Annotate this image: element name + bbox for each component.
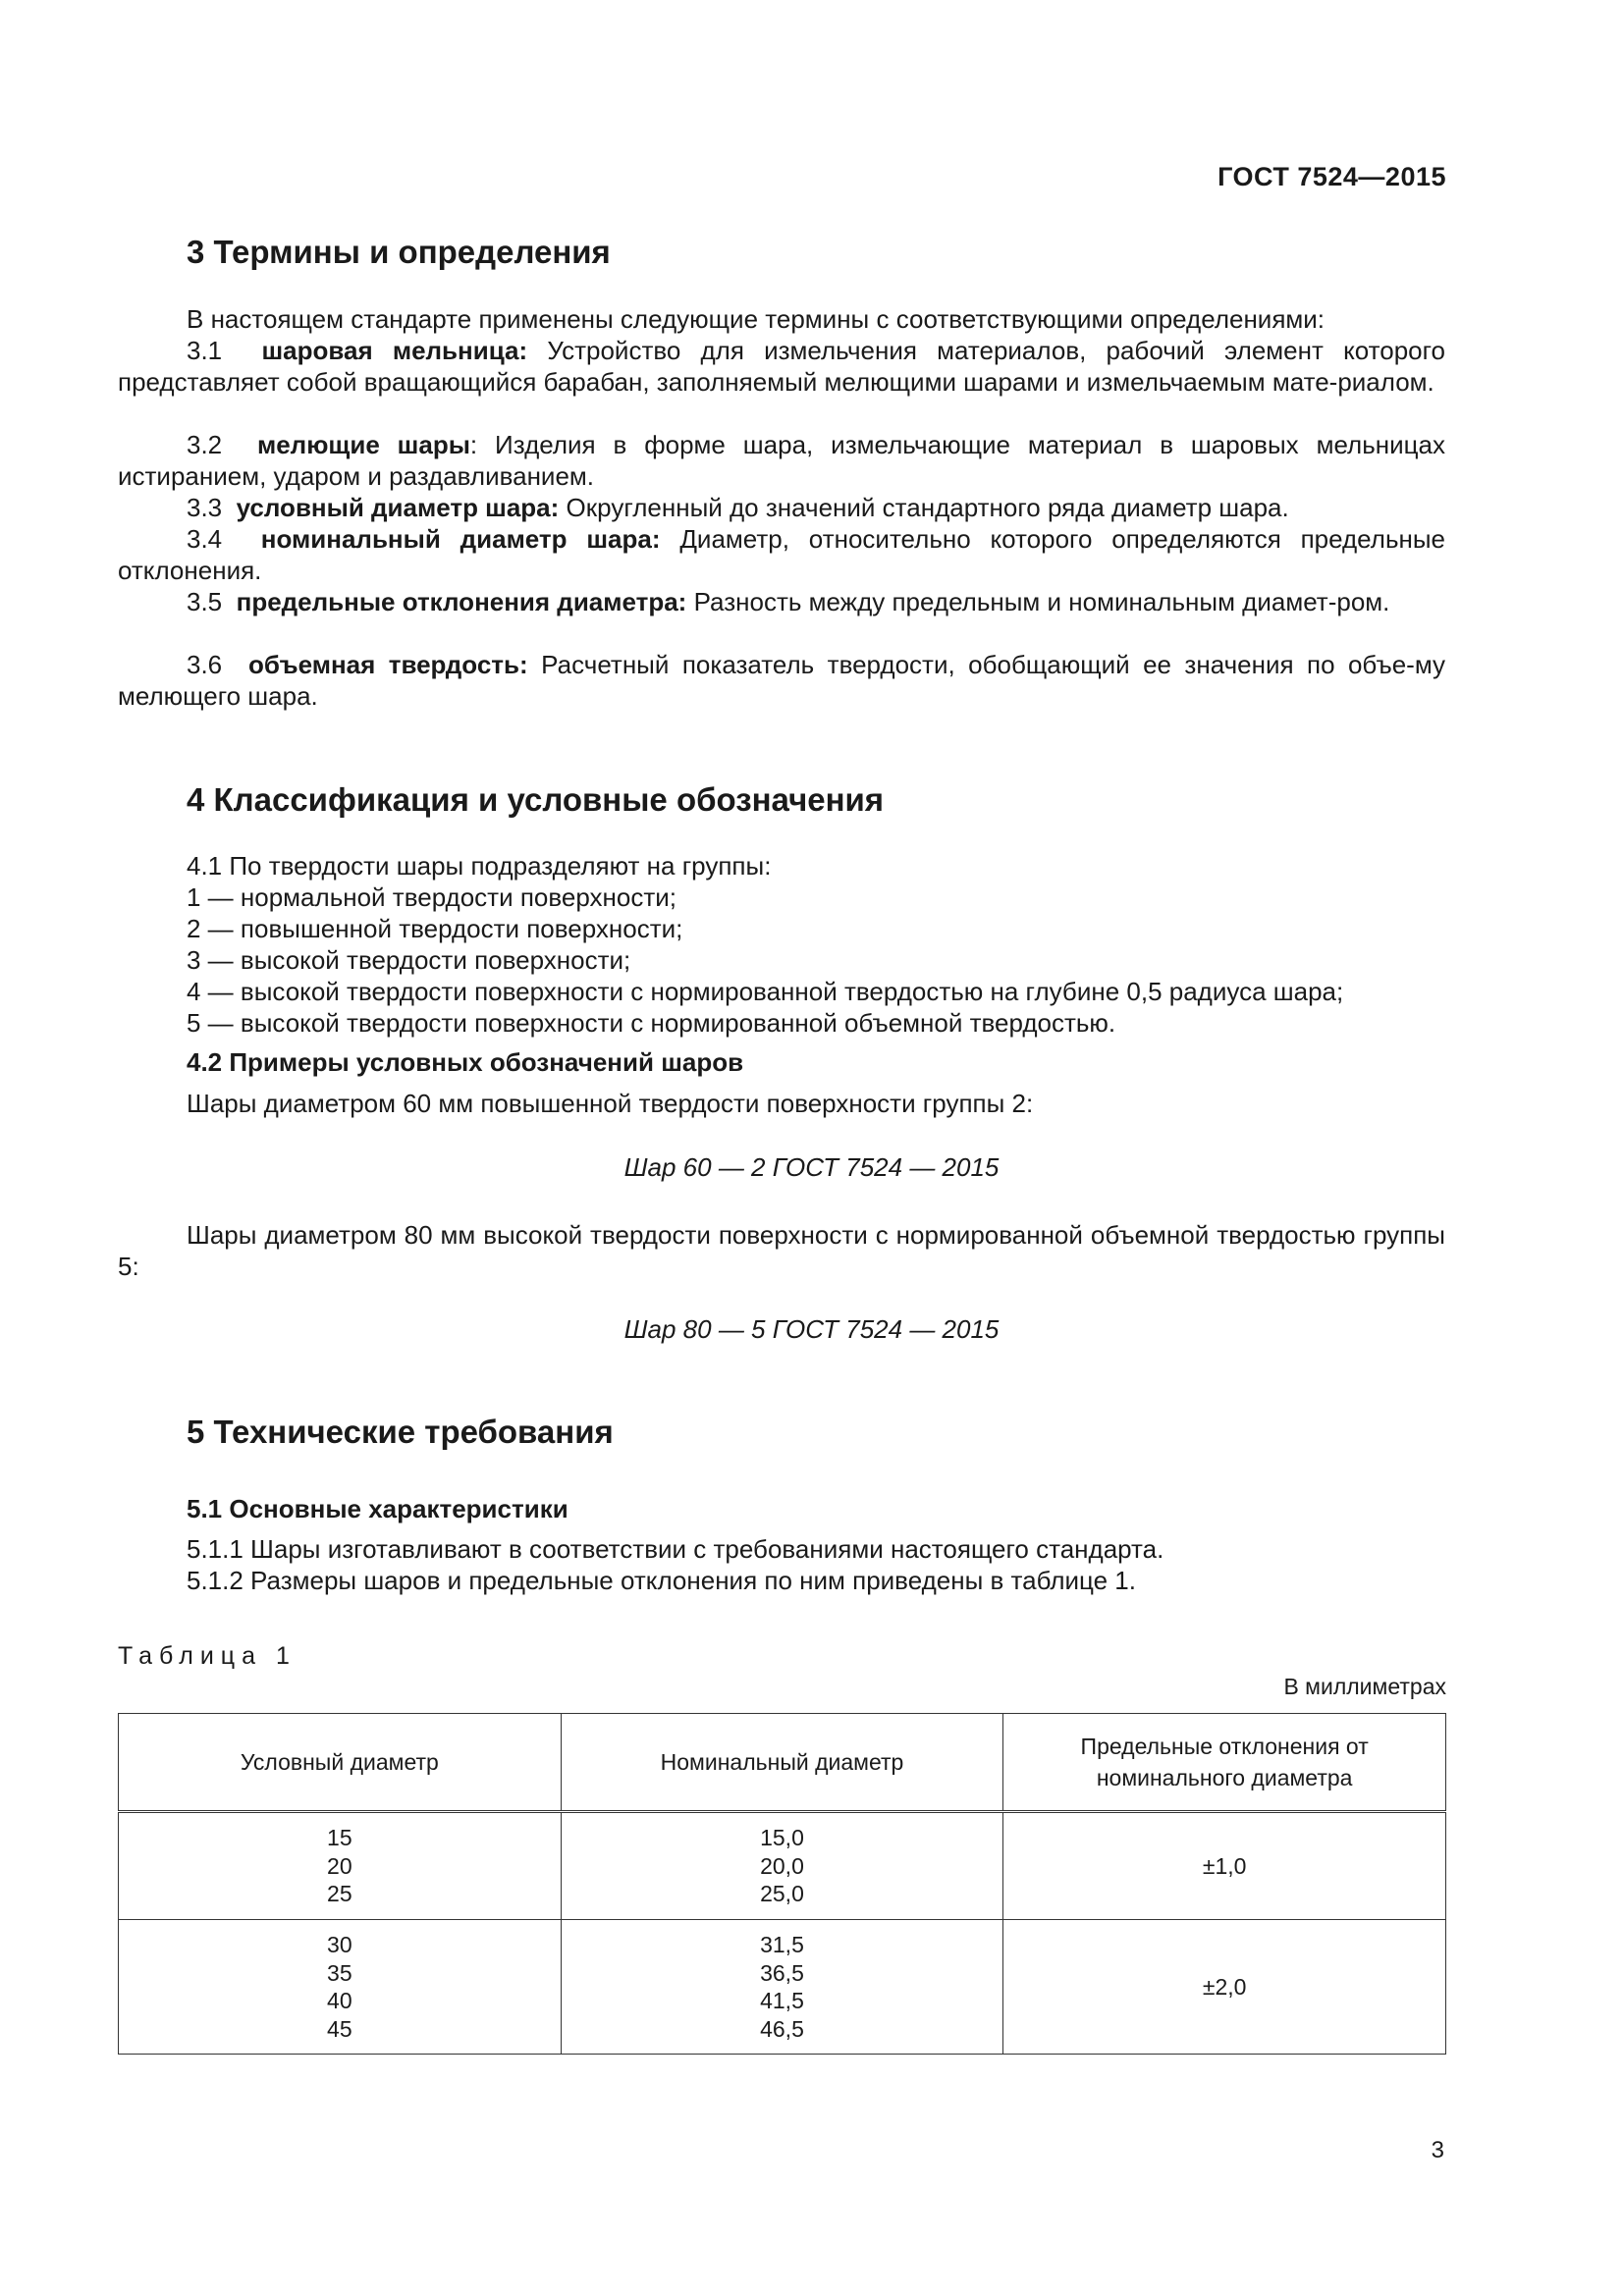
term-name: предельные отклонения диаметра:: [236, 587, 687, 616]
conditional-value: 20: [327, 1852, 352, 1879]
example-1-text: Шары диаметром 60 мм повышенной твердости поверхности группы 2:: [187, 1089, 1034, 1118]
table-1: [118, 1713, 1446, 2055]
table-header-row: [119, 1714, 1446, 1812]
section-3-intro: В настоящем стандарте применены следующие термины с соответствующими определениями:: [187, 304, 1325, 334]
column-header-deviation: [1003, 1714, 1446, 1812]
term-name: мелющие шары: [256, 430, 470, 459]
term-number: 3.4: [187, 524, 223, 554]
conditional-value: 30: [327, 1932, 352, 1957]
column-header-conditional: Условный диаметр: [119, 1714, 562, 1812]
term-definition: : Изделия в форме шара, измельчающие материал в шаровых мельницах истиранием, ударом и раздавливанием.: [118, 430, 1445, 491]
term-name: шаровая мельница:: [261, 336, 528, 365]
nominal-value: 15,0: [760, 1825, 804, 1851]
conditional-cell: [119, 1812, 562, 1920]
term-3-3: [118, 492, 1445, 523]
term-number: 3.3: [187, 493, 223, 522]
deviation-header-text: Предельные отклонения от номинального диаметра: [1080, 1734, 1369, 1790]
group-item: 2 — повышенной твердости поверхности;: [187, 914, 683, 943]
term-definition: Устройство для измельчения материалов, рабочий элемент которого представляет собой вращающийся барабан, заполняемый мелющими шарами и измельчаемым мате-риалом.: [118, 336, 1445, 397]
table-row: [119, 1920, 1446, 2055]
term-name: условный диаметр шара:: [236, 493, 560, 522]
nominal-value: 31,5: [760, 1932, 804, 1957]
paragraph-5-1-1: 5.1.1 Шары изготавливают в соответствии с требованиями настоящего стандарта.: [187, 1534, 1164, 1564]
term-name: объемная твердость:: [248, 650, 528, 679]
group-item: 4 — высокой твердости поверхности с нормированной твердостью на глубине 0,5 радиуса шара;: [187, 977, 1344, 1006]
term-number: 3.1: [187, 336, 223, 365]
section-4-title: 4 Классификация и условные обозначения: [187, 781, 885, 818]
term-3-6: [118, 649, 1445, 712]
term-definition: Расчетный показатель твердости, обобщающий ее значения по объе-му мелющего шара.: [118, 650, 1445, 711]
group-item: 1 — нормальной твердости поверхности;: [187, 882, 677, 912]
term-3-2: [118, 429, 1445, 492]
term-number: 3.2: [187, 430, 223, 459]
table-row: [119, 1812, 1446, 1920]
example-2-formula: Шар 80 — 5 ГОСТ 7524 — 2015: [623, 1314, 1000, 1344]
section-3-title: 3 Термины и определения: [187, 234, 611, 270]
nominal-value: 36,5: [760, 1959, 804, 1986]
conditional-cell: [119, 1920, 562, 2055]
page-number: 3: [1431, 2137, 1444, 2163]
nominal-value: 41,5: [760, 1988, 804, 2013]
section-5-title: 5 Технические требования: [187, 1414, 614, 1450]
table-caption: Таблица 1: [118, 1642, 297, 1670]
standard-code: ГОСТ 7524—2015: [1217, 162, 1446, 191]
term-definition: Разность между предельным и номинальным диамет-ром.: [693, 587, 1390, 616]
term-3-5: [118, 586, 1445, 617]
conditional-value: 35: [327, 1959, 352, 1986]
conditional-value: 40: [327, 1988, 352, 2013]
conditional-value: 15: [327, 1825, 352, 1851]
example-1-formula: Шар 60 — 2 ГОСТ 7524 — 2015: [623, 1152, 1000, 1182]
conditional-value: 25: [327, 1881, 352, 1907]
term-number: 3.6: [187, 650, 223, 679]
term-definition: Диаметр, относительно которого определяются предельные отклонения.: [118, 524, 1446, 585]
term-name: номинальный диаметр шара:: [260, 524, 661, 554]
conditional-value: 45: [327, 2015, 352, 2042]
group-item: 5 — высокой твердости поверхности с нормированной объемной твердостью.: [187, 1008, 1116, 1038]
example-2-text: Шары диаметром 80 мм высокой твердости поверхности с нормированной объемной твердостью группы 5:: [118, 1220, 1445, 1281]
deviation-cell: ±2,0: [1003, 1920, 1446, 2055]
nominal-cell: [561, 1812, 1003, 1920]
nominal-cell: [561, 1920, 1003, 2055]
nominal-value: 20,0: [760, 1852, 804, 1879]
paragraph-5-1-2: 5.1.2 Размеры шаров и предельные отклонения по ним приведены в таблице 1.: [187, 1566, 1136, 1595]
deviation-cell: ±1,0: [1003, 1812, 1446, 1920]
subsection-4-2-title: 4.2 Примеры условных обозначений шаров: [187, 1047, 744, 1077]
term-3-4: [118, 523, 1445, 586]
paragraph-4-1: 4.1 По твердости шары подразделяют на группы:: [187, 851, 772, 881]
term-definition: Округленный до значений стандартного ряда диаметр шара.: [566, 493, 1289, 522]
subsection-5-1-title: 5.1 Основные характеристики: [187, 1494, 568, 1523]
group-item: 3 — высокой твердости поверхности;: [187, 945, 631, 975]
column-header-nominal: Номинальный диаметр: [561, 1714, 1003, 1812]
term-number: 3.5: [187, 587, 223, 616]
nominal-value: 25,0: [760, 1881, 804, 1907]
table-units: В миллиметрах: [1283, 1674, 1446, 1699]
term-3-1: [118, 335, 1445, 398]
nominal-value: 46,5: [760, 2015, 804, 2042]
